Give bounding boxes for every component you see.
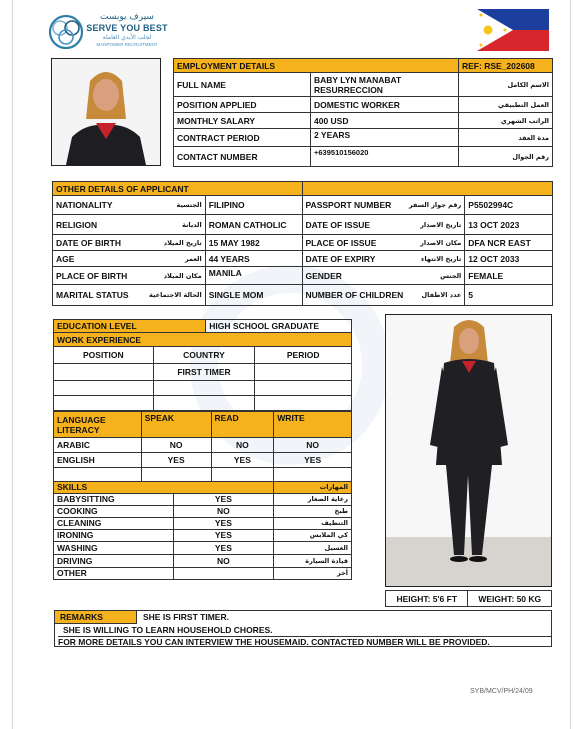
remarks-label: REMARKS <box>55 611 137 624</box>
label-gender: GENDER <box>305 270 342 281</box>
logo-arabic-tagline: لجلب الأيدي العاملة <box>102 34 152 41</box>
employment-details-table <box>173 58 553 167</box>
skill-cleaning-value: YES <box>173 518 274 530</box>
arabic-religion: الديانة <box>182 220 202 229</box>
label-position-applied: POSITION APPLIED <box>174 97 311 113</box>
arabic-age: العمر <box>184 254 202 263</box>
value-full-name: BABY LYN MANABAT RESURRECCION <box>311 73 459 97</box>
language-col-read: READ <box>211 412 274 438</box>
other-details-header-spacer <box>302 182 552 196</box>
reference-number: REF: RSE_202608 <box>459 59 553 73</box>
label-place-of-issue: PLACE OF ISSUE <box>305 237 377 248</box>
skill-ironing-value: YES <box>173 530 274 542</box>
company-logo <box>48 12 168 52</box>
work-row-2-position <box>54 381 154 396</box>
arabic-date-of-issue: تاريخ الاصدار <box>420 220 462 229</box>
work-row-3-period <box>255 396 352 411</box>
skills-table <box>53 481 352 580</box>
remarks-box <box>54 610 552 647</box>
skill-other-label: OTHER <box>54 568 174 580</box>
arabic-nationality: الجنسية <box>176 201 202 209</box>
logo-tagline: MANPOWER RECRUITMENT <box>96 42 158 47</box>
language-arabic-write: NO <box>274 438 352 453</box>
skill-washing-label: WASHING <box>54 542 174 555</box>
applicant-full-body-photo <box>385 314 552 587</box>
label-full-name: FULL NAME <box>174 73 311 97</box>
language-header-line2: LITERACY <box>57 424 100 435</box>
label-marital-status: MARITAL STATUS <box>56 290 129 300</box>
label-date-of-issue: DATE OF ISSUE <box>305 219 371 230</box>
skill-babysitting-label: BABYSITTING <box>54 494 174 506</box>
skill-driving-arabic: قيادة السيارة <box>274 555 352 568</box>
skill-ironing-label: IRONING <box>54 530 174 542</box>
arabic-full-name: الاسم الكامل <box>459 73 553 97</box>
skill-other-arabic: أخر <box>274 568 352 580</box>
label-contact-number: CONTACT NUMBER <box>174 147 311 167</box>
work-row-2-period <box>255 381 352 396</box>
portrait-image <box>52 59 160 165</box>
language-english-label: ENGLISH <box>54 453 142 468</box>
work-experience-table <box>53 332 352 411</box>
work-col-position: POSITION <box>54 347 154 364</box>
other-details-header: OTHER DETAILS OF APPLICANT <box>53 182 303 196</box>
work-col-country: COUNTRY <box>153 347 255 364</box>
skill-babysitting-value: YES <box>173 494 274 506</box>
arabic-monthly-salary: الراتب الشهري <box>459 113 553 129</box>
skill-cleaning-label: CLEANING <box>54 518 174 530</box>
arabic-marital-status: الحالة الاجتماعية <box>149 291 202 299</box>
language-col-speak: SPEAK <box>141 412 211 438</box>
value-gender: FEMALE <box>465 267 553 285</box>
skill-washing-value: YES <box>173 542 274 555</box>
skill-ironing-arabic: كي الملابس <box>274 530 352 542</box>
value-religion: ROMAN CATHOLIC <box>205 215 302 235</box>
label-nationality: NATIONALITY <box>56 200 113 210</box>
value-date-of-birth: 15 MAY 1982 <box>205 235 302 251</box>
skill-washing-arabic: الغسيل <box>274 542 352 555</box>
value-contract-period: 2 YEARS <box>311 129 459 147</box>
language-arabic-read: NO <box>211 438 274 453</box>
language-header <box>54 412 142 438</box>
language-arabic-label: ARABIC <box>54 438 142 453</box>
skill-cooking-label: COOKING <box>54 506 174 518</box>
label-age: AGE <box>56 253 75 264</box>
arabic-gender: الجنس <box>440 271 462 280</box>
remarks-line-2: SHE IS WILLING TO LEARN HOUSEHOLD CHORES. <box>63 625 273 635</box>
applicant-portrait-photo <box>51 58 161 166</box>
label-number-of-children: NUMBER OF CHILDREN <box>305 290 404 300</box>
full-body-image <box>386 315 551 586</box>
arabic-number-of-children: عدد الاطفال <box>421 291 462 299</box>
arabic-contact-number: رقم الجوال <box>459 147 553 167</box>
value-nationality: FILIPINO <box>205 196 302 215</box>
label-passport-number: PASSPORT NUMBER <box>305 200 392 210</box>
language-arabic-speak: NO <box>141 438 211 453</box>
work-row-2-country <box>153 381 255 396</box>
value-age: 44 YEARS <box>205 251 302 267</box>
remarks-line-3: FOR MORE DETAILS YOU CAN INTERVIEW THE HOUSEMAID. CONTACTED NUMBER WILL BE PROVIDED. <box>58 636 551 647</box>
work-experience-header: WORK EXPERIENCE <box>54 333 352 347</box>
arabic-passport-number: رقم جواز السفر <box>408 201 462 209</box>
skill-babysitting-arabic: رعاية الصغار <box>274 494 352 506</box>
label-religion: RELIGION <box>56 219 98 230</box>
skill-cooking-value: NO <box>173 506 274 518</box>
label-date-of-expiry: DATE OF EXPIRY <box>305 253 376 264</box>
label-monthly-salary: MONTHLY SALARY <box>174 113 311 129</box>
value-marital-status: SINGLE MOM <box>205 285 302 306</box>
value-number-of-children: 5 <box>465 285 553 306</box>
arabic-position-applied: العمل التطبيقي <box>459 97 553 113</box>
arabic-date-of-birth: تاريخ الميلاد <box>163 238 202 247</box>
logo-name: SERVE YOU BEST <box>86 23 168 33</box>
value-position-applied: DOMESTIC WORKER <box>311 97 459 113</box>
language-header-line1: LANGUAGE <box>57 414 106 425</box>
remarks-line-1: SHE IS FIRST TIMER. <box>143 612 229 622</box>
skill-other-value <box>173 568 274 580</box>
work-row-3-country <box>153 396 255 411</box>
employment-header: EMPLOYMENT DETAILS <box>174 59 459 73</box>
label-contract-period: CONTRACT PERIOD <box>174 129 311 147</box>
language-col-write: WRITE <box>274 412 352 438</box>
work-row-1-position <box>54 364 154 381</box>
footer-code: SYB/MCV/PH/24/09 <box>470 688 533 695</box>
logo-arabic-name: سيرف يوبست <box>100 12 154 22</box>
arabic-place-of-issue: مكان الاصدار <box>420 238 462 247</box>
philippines-flag-icon <box>477 9 549 51</box>
language-english-read: YES <box>211 453 274 468</box>
value-place-of-birth: MANILA <box>205 267 302 285</box>
education-level-value: HIGH SCHOOL GRADUATE <box>206 320 352 333</box>
language-english-speak: YES <box>141 453 211 468</box>
value-date-of-issue: 13 OCT 2023 <box>465 215 553 235</box>
value-date-of-expiry: 12 OCT 2033 <box>465 251 553 267</box>
work-row-3-position <box>54 396 154 411</box>
work-row-1-period <box>255 364 352 381</box>
skill-cleaning-arabic: التنظيف <box>274 518 352 530</box>
value-passport-number: P5502994C <box>465 196 553 215</box>
work-col-period: PERIOD <box>255 347 352 364</box>
arabic-contract-period: مدة العقد <box>459 129 553 147</box>
education-level-label: EDUCATION LEVEL <box>54 320 206 333</box>
language-table <box>53 411 352 483</box>
arabic-date-of-expiry: تاريخ الانتهاء <box>421 254 462 263</box>
skill-cooking-arabic: طبخ <box>274 506 352 518</box>
skill-driving-value: NO <box>173 555 274 568</box>
language-english-write: YES <box>274 453 352 468</box>
skills-header-arabic: المهارات <box>274 482 352 494</box>
label-place-of-birth: PLACE OF BIRTH <box>56 270 128 281</box>
value-monthly-salary: 400 USD <box>311 113 459 129</box>
measurements-table <box>385 590 552 607</box>
other-details-table <box>52 181 553 306</box>
skills-header: SKILLS <box>54 482 274 494</box>
arabic-place-of-birth: مكان الميلاد <box>163 271 202 280</box>
work-row-1-country: FIRST TIMER <box>153 364 255 381</box>
label-date-of-birth: DATE OF BIRTH <box>56 237 122 248</box>
weight-value: WEIGHT: 50 KG <box>468 591 552 607</box>
skill-driving-label: DRIVING <box>54 555 174 568</box>
logo-mark-icon <box>48 14 84 50</box>
height-value: HEIGHT: 5'6 FT <box>386 591 468 607</box>
education-table <box>53 319 352 333</box>
value-contact-number: +639510156020 <box>311 147 459 167</box>
value-place-of-issue: DFA NCR EAST <box>465 235 553 251</box>
